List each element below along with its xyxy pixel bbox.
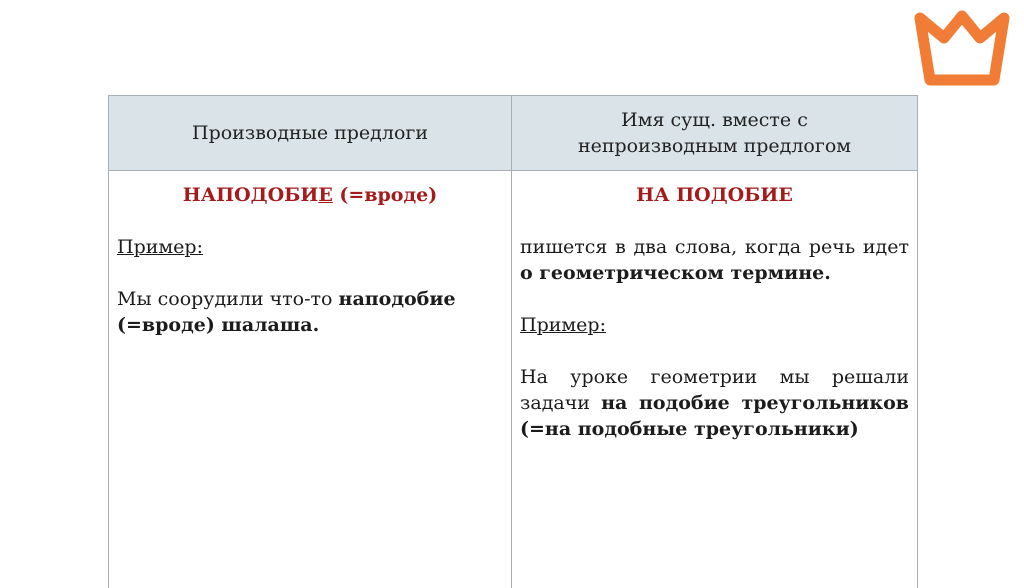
table-header-row bbox=[109, 96, 918, 171]
header-col1-text: Производные предлоги bbox=[192, 122, 428, 144]
derived-title-main: НАПОДОБИ bbox=[183, 184, 319, 206]
noun-rule-plain: пишется в два слова, когда речь идет bbox=[520, 236, 909, 258]
derived-title-underlined: Е bbox=[318, 184, 332, 206]
derived-sentence-bold: наподобие (=вроде) шалаша. bbox=[117, 288, 456, 336]
cell-derived bbox=[109, 171, 512, 588]
noun-title: НА ПОДОБИЕ bbox=[520, 182, 909, 208]
derived-example-label: Пример: bbox=[117, 234, 503, 260]
header-noun-with-preposition bbox=[512, 96, 918, 171]
noun-example-sentence bbox=[520, 364, 909, 442]
crown-icon bbox=[912, 8, 1012, 88]
noun-sentence-plain: На уроке геометрии мы решали задачи bbox=[520, 366, 909, 414]
derived-title-rest: (=вроде) bbox=[333, 184, 437, 206]
comparison-table bbox=[108, 95, 918, 588]
noun-rule-bold: о геометрическом термине. bbox=[520, 262, 831, 284]
cell-noun bbox=[512, 171, 918, 588]
derived-sentence-plain: Мы соорудили что-то bbox=[117, 288, 339, 310]
noun-rule bbox=[520, 234, 909, 286]
noun-example-label: Пример: bbox=[520, 312, 909, 338]
noun-sentence-bold: на подобие треугольников (=на подобные треугольники) bbox=[520, 392, 909, 440]
header-col2-line1: Имя сущ. вместе с bbox=[621, 109, 808, 131]
derived-example-sentence bbox=[117, 286, 503, 338]
derived-title bbox=[117, 182, 503, 208]
header-col2-line2: непроизводным предлогом bbox=[578, 135, 851, 157]
table-body-row bbox=[109, 171, 918, 588]
header-derived-prepositions bbox=[109, 96, 512, 171]
